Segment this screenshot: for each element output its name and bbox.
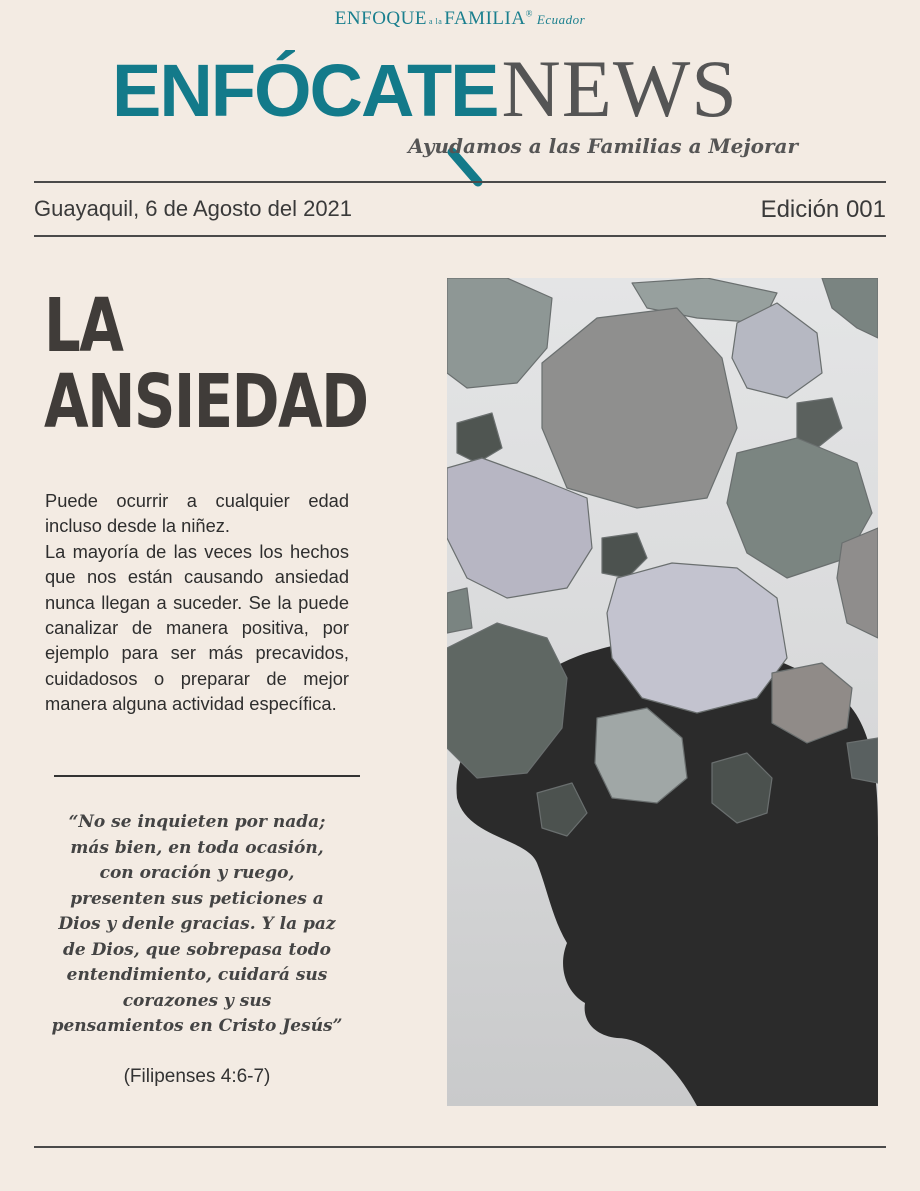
bottom-rule <box>34 1146 886 1148</box>
quote-line: pensamientos en Cristo Jesús” <box>51 1016 343 1036</box>
quote-line: corazones y sus <box>122 990 272 1011</box>
dateline-rule <box>34 235 886 237</box>
article-body <box>45 488 349 717</box>
dateline-date: Guayaquil, 6 de Agosto del 2021 <box>34 196 353 221</box>
masthead-brand-text: ENFÓCATE <box>112 49 498 132</box>
quote-citation: (Filipenses 4:6-7) <box>123 1066 271 1087</box>
tagline: Ayudamos a las Familias a Mejorar <box>408 134 798 158</box>
crumpled-paper-illustration <box>447 278 878 1106</box>
quote-line: “No se inquieten por nada; <box>68 812 326 832</box>
enfoque-a-la-familia-brand <box>0 8 920 30</box>
brand-name-right: FAMILIA <box>444 8 526 29</box>
top-rule <box>34 181 886 183</box>
registered-mark: ® <box>525 8 533 19</box>
quote-line: entendimiento, cuidará sus <box>66 965 328 985</box>
headline-line-1: LA <box>44 283 123 369</box>
article-photo <box>447 278 878 1106</box>
body-paragraph: La mayoría de las veces los hechos que nos están causando ansiedad nunca llegan a suceder. Se la puede canalizar de manera positiva, por ejemplo para ser más precavidos, cuidadosos o preparar de mejor manera alguna actividad específica. <box>45 540 349 715</box>
brand-name-left: ENFOQUE <box>334 8 427 29</box>
quote-line: más bien, en toda ocasión, <box>70 837 324 858</box>
edition-number: Edición 001 <box>760 196 886 223</box>
quote-divider <box>54 775 360 777</box>
masthead-news-text: NEWS <box>501 43 738 134</box>
quote-line: presenten sus peticiones a <box>70 888 324 909</box>
body-paragraph: Puede ocurrir a cualquier edad incluso desde la niñez. <box>45 490 349 537</box>
quote-line: Dios y denle gracias. Y la paz <box>58 914 336 934</box>
headline-line-2: ANSIEDAD <box>44 359 368 445</box>
masthead <box>112 43 812 160</box>
bible-quote <box>38 810 356 1040</box>
brand-name-mid: a la <box>428 17 443 26</box>
article-headline <box>44 283 368 445</box>
quote-line: con oración y ruego, <box>99 863 295 883</box>
brand-country: Ecuador <box>536 12 586 27</box>
quote-line: de Dios, que sobrepasa todo <box>63 939 331 960</box>
